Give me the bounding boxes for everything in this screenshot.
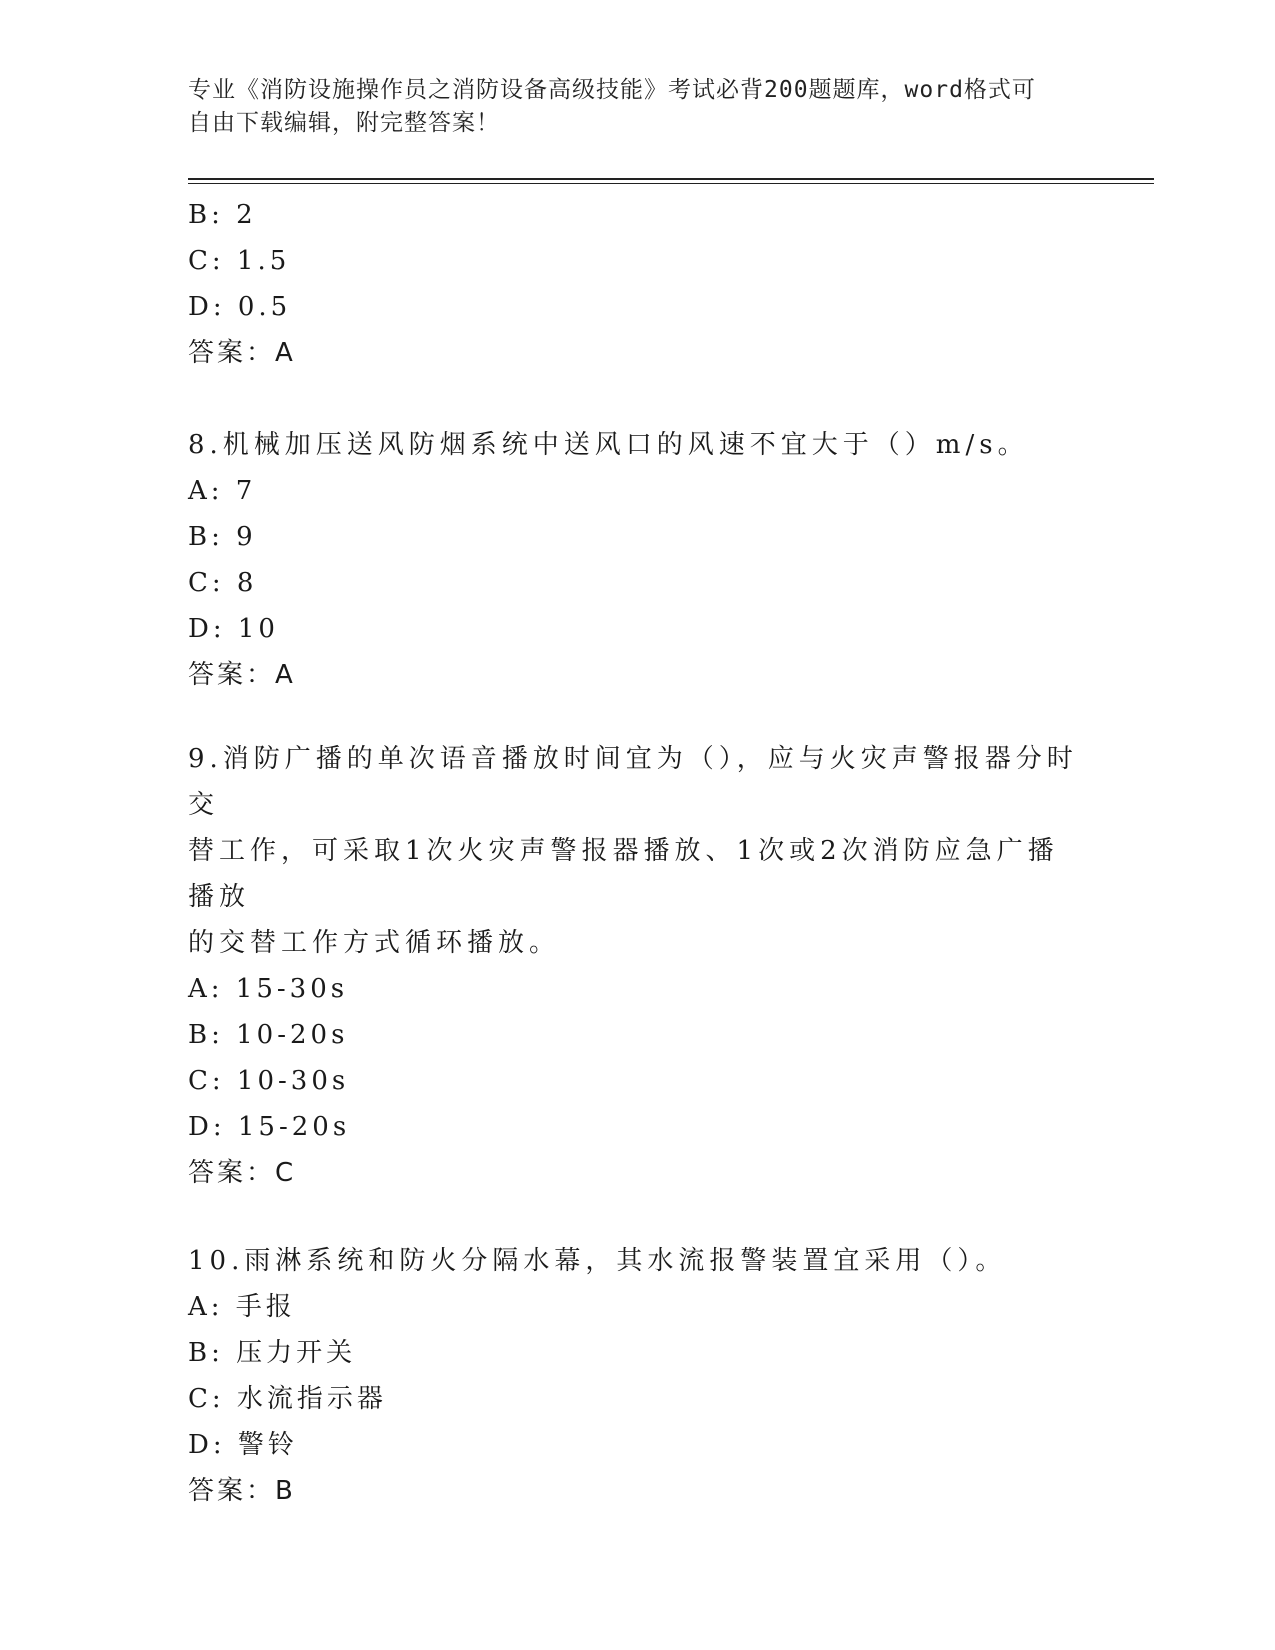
- option-b: B: 2: [188, 200, 257, 230]
- answer: 答案：C: [188, 1158, 297, 1188]
- question-8: [188, 422, 1088, 698]
- question-9: [188, 736, 1088, 1196]
- answer: 答案：A: [188, 660, 296, 690]
- header-rule-thick: [188, 178, 1154, 180]
- question-text: 10.雨淋系统和防火分隔水幕，其水流报警装置宜采用（）。: [188, 1246, 1007, 1276]
- question-text: 8.机械加压送风防烟系统中送风口的风速不宜大于（）m/s。: [188, 430, 1029, 460]
- option-b: B: 9: [188, 522, 257, 552]
- option-c: C: 水流指示器: [188, 1384, 387, 1414]
- option-a: A: 手报: [188, 1292, 296, 1322]
- answer: 答案：B: [188, 1476, 296, 1506]
- option-a: A: 7: [188, 476, 257, 506]
- option-b: B: 压力开关: [188, 1338, 357, 1368]
- question-text-line-2: 替工作，可采取1次火灾声警报器播放、1次或2次消防应急广播播放: [188, 836, 1059, 912]
- option-c: C: 8: [188, 568, 258, 598]
- answer: 答案：A: [188, 338, 296, 368]
- option-a: A: 15-30s: [188, 974, 349, 1004]
- header-line-2: 自由下载编辑，附完整答案！: [188, 110, 500, 136]
- option-c: C: 10-30s: [188, 1066, 350, 1096]
- header-line-1: 专业《消防设施操作员之消防设备高级技能》考试必背200题题库，word格式可: [188, 77, 1036, 103]
- question-text-line-3: 的交替工作方式循环播放。: [188, 928, 561, 958]
- option-b: B: 10-20s: [188, 1020, 349, 1050]
- question-list: [188, 192, 1088, 1514]
- option-d: D: 10: [188, 614, 279, 644]
- question-text-line-1: 9.消防广播的单次语音播放时间宜为（），应与火灾声警报器分时交: [188, 744, 1078, 820]
- header-rule-thin: [188, 183, 1154, 184]
- option-d: D: 警铃: [188, 1430, 298, 1460]
- question-7-tail: [188, 192, 1088, 376]
- document-header: [188, 74, 1068, 140]
- option-c: C: 1.5: [188, 246, 291, 276]
- option-d: D: 0.5: [188, 292, 292, 322]
- option-d: D: 15-20s: [188, 1112, 351, 1142]
- question-10: [188, 1238, 1088, 1514]
